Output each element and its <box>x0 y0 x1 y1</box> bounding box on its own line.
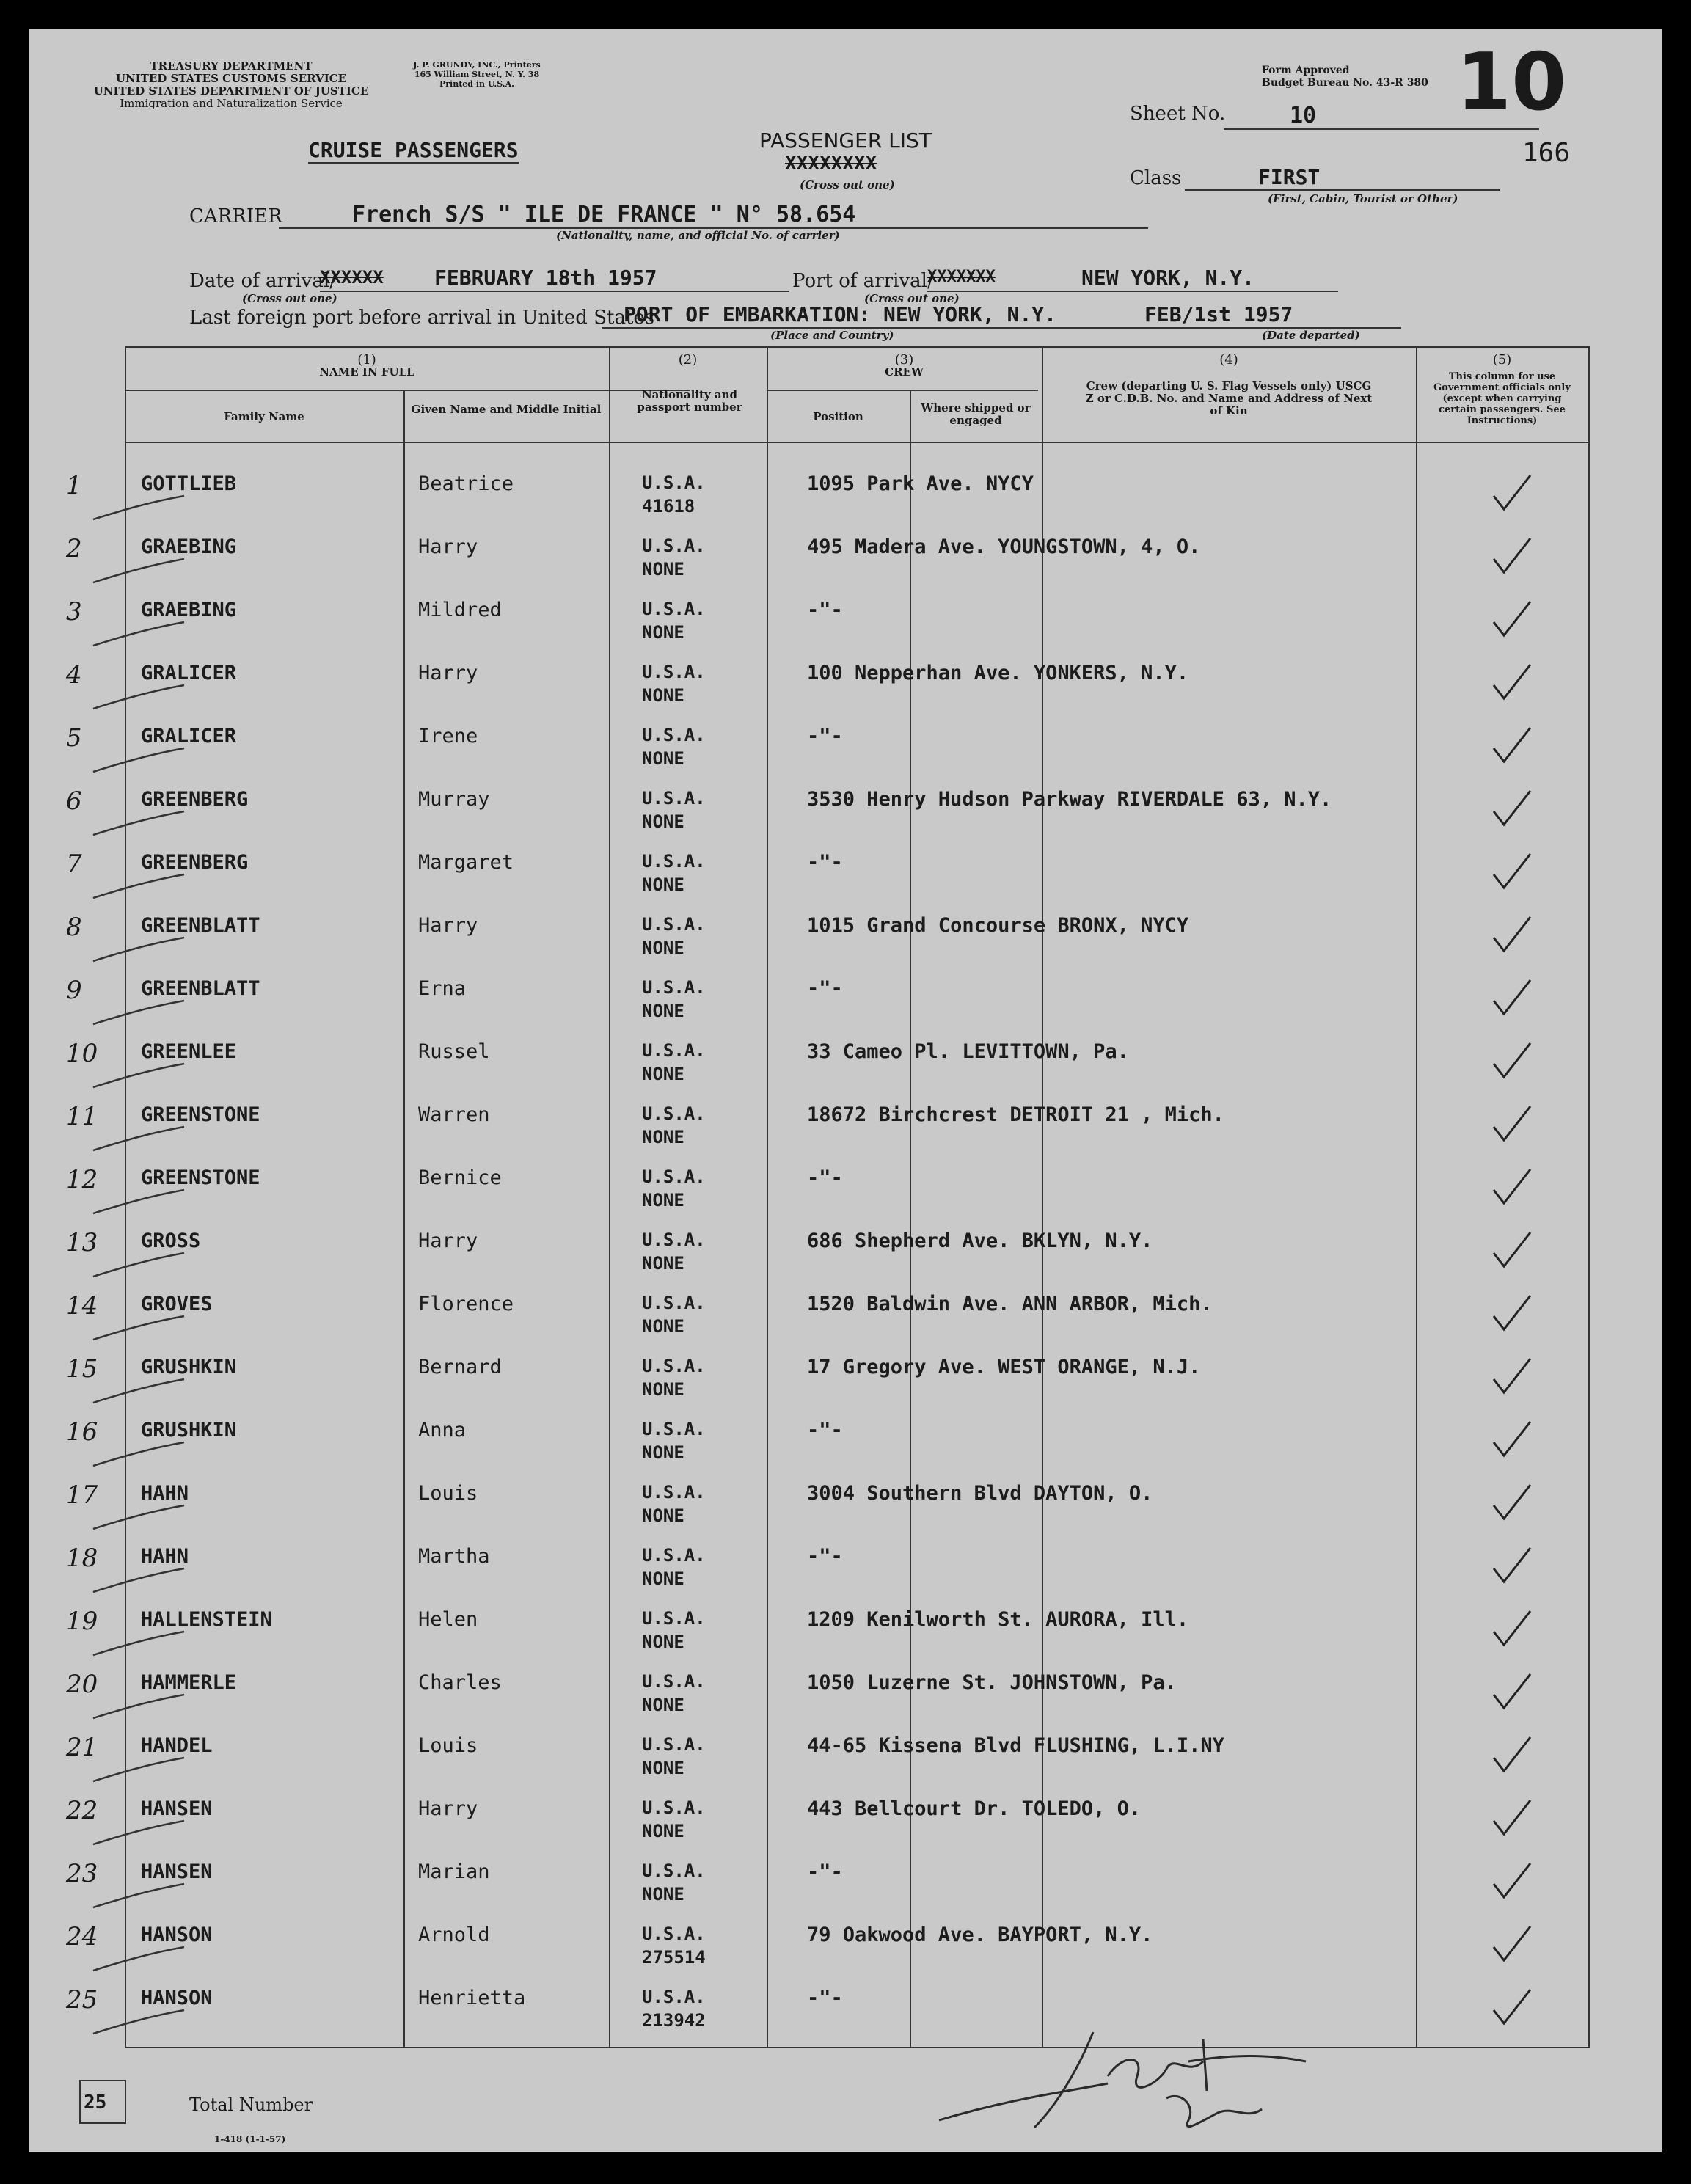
nationality: U.S.A. <box>642 1987 706 2007</box>
row-number: 15 <box>66 1354 98 1384</box>
nationality: U.S.A. <box>642 1608 706 1629</box>
pen-tick-icon <box>92 1502 187 1532</box>
given-name: Harry <box>418 536 478 558</box>
row-number: 7 <box>66 850 82 879</box>
family-name: HANDEL <box>141 1734 213 1757</box>
family-name: HANSON <box>141 1987 213 2009</box>
check-mark-icon <box>1489 534 1533 578</box>
row-number: 9 <box>66 976 82 1005</box>
address: -"- <box>807 1860 843 1883</box>
row-number: 14 <box>66 1291 98 1321</box>
given-name: Harry <box>418 1230 478 1252</box>
pen-tick-icon <box>92 1629 187 1658</box>
col-number: (3) <box>894 352 914 368</box>
date-crossed: XXXXXX <box>320 267 384 288</box>
check-mark-icon <box>1489 1291 1533 1335</box>
family-name: GREENBLATT <box>141 914 260 937</box>
departed-note: (Date departed) <box>1262 329 1360 342</box>
table-bottom-border <box>125 2047 1588 2048</box>
row-number: 5 <box>66 723 82 753</box>
family-name: GOTTLIEB <box>141 472 237 495</box>
passport-number: 213942 <box>642 2010 706 2031</box>
agency-block <box>70 60 392 110</box>
date-line <box>320 266 789 292</box>
table-row <box>29 1410 1662 1475</box>
address: 1209 Kenilworth St. AURORA, Ill. <box>807 1608 1189 1631</box>
table-row <box>29 653 1662 717</box>
passport-number: NONE <box>642 622 684 643</box>
pen-tick-icon <box>92 1755 187 1784</box>
address: 1050 Luzerne St. JOHNSTOWN, Pa. <box>807 1671 1177 1694</box>
family-name: GREENBERG <box>141 788 249 811</box>
check-mark-icon <box>1489 913 1533 957</box>
passport-number: NONE <box>642 748 684 769</box>
family-name: GRUSHKIN <box>141 1356 237 1378</box>
check-mark-icon <box>1489 1544 1533 1588</box>
given-name: Louis <box>418 1482 478 1505</box>
family-name: HAHN <box>141 1545 189 1568</box>
pen-tick-icon <box>92 1818 187 1847</box>
given-name: Beatrice <box>418 472 514 495</box>
family-name: HANSEN <box>141 1860 213 1883</box>
address: 1015 Grand Concourse BRONX, NYCY <box>807 914 1189 937</box>
family-name: GRAEBING <box>141 599 237 621</box>
given-name: Erna <box>418 977 467 1000</box>
passport-number: NONE <box>642 1695 684 1715</box>
check-mark-icon <box>1489 1607 1533 1651</box>
pen-tick-icon <box>92 1439 187 1469</box>
table-row <box>29 464 1662 528</box>
table-top-border <box>125 346 1588 348</box>
check-mark-icon <box>1489 1417 1533 1461</box>
col-title: NAME IN FULL <box>319 365 414 379</box>
col3-header <box>767 354 1042 379</box>
check-mark-icon <box>1489 1228 1533 1272</box>
passport-number: NONE <box>642 1316 684 1337</box>
passport-number: NONE <box>642 1821 684 1841</box>
table-row <box>29 1095 1662 1159</box>
row-number: 16 <box>66 1417 98 1447</box>
last-port-line <box>602 302 1401 329</box>
nationality: U.S.A. <box>642 1860 706 1881</box>
agency-line: Immigration and Naturalization Service <box>120 97 343 110</box>
address: 17 Gregory Ave. WEST ORANGE, N.J. <box>807 1356 1201 1378</box>
row-number: 8 <box>66 913 82 942</box>
col5-header: This column for use Government officials only (except when carrying certain passengers. See Instructions) <box>1433 371 1571 426</box>
col2-number: (2) <box>678 352 698 368</box>
col-title: CREW <box>885 365 924 379</box>
table-row <box>29 968 1662 1033</box>
row-number: 17 <box>66 1480 98 1510</box>
row-number: 20 <box>66 1670 98 1699</box>
given-name: Martha <box>418 1545 490 1568</box>
family-name: GREENSTONE <box>141 1166 260 1189</box>
passport-number: 41618 <box>642 496 695 516</box>
nationality: U.S.A. <box>642 1545 706 1566</box>
sheet-label: Sheet No. <box>1130 103 1226 125</box>
port-crossed: XXXXXXX <box>927 268 996 286</box>
total-box <box>79 2080 126 2124</box>
table-header-border <box>125 442 1588 443</box>
row-number: 10 <box>66 1039 98 1068</box>
nationality: U.S.A. <box>642 1797 706 1818</box>
date-label: Date of arrival/ <box>189 270 336 292</box>
pen-tick-icon <box>92 1061 187 1090</box>
row-number: 23 <box>66 1859 98 1888</box>
nationality: U.S.A. <box>642 1166 706 1187</box>
passport-number: NONE <box>642 938 684 958</box>
check-mark-icon <box>1489 786 1533 830</box>
table-row <box>29 905 1662 970</box>
stamp-number: 166 <box>1522 138 1571 168</box>
printer-block <box>396 60 558 89</box>
pen-tick-icon <box>92 2007 187 2037</box>
pen-tick-icon <box>92 1881 187 1910</box>
check-mark-icon <box>1489 1796 1533 1840</box>
given-name: Harry <box>418 662 478 684</box>
table-row <box>29 1221 1662 1285</box>
given-name: Henrietta <box>418 1987 526 2009</box>
row-number: 13 <box>66 1228 98 1257</box>
address: 100 Nepperhan Ave. YONKERS, N.Y. <box>807 662 1189 684</box>
pen-tick-icon <box>92 745 187 775</box>
passport-number: NONE <box>642 1442 684 1463</box>
nationality: U.S.A. <box>642 1734 706 1755</box>
given-name: Irene <box>418 725 478 748</box>
given-name: Arnold <box>418 1924 490 1946</box>
row-number: 2 <box>66 534 82 563</box>
passport-number: NONE <box>642 1127 684 1147</box>
pen-tick-icon <box>92 619 187 649</box>
table-row <box>29 1158 1662 1222</box>
given-name-header: Given Name and Middle Initial <box>411 403 602 416</box>
family-name: HANSON <box>141 1924 213 1946</box>
address: -"- <box>807 1166 843 1189</box>
nationality: U.S.A. <box>642 662 706 682</box>
given-name: Margaret <box>418 851 514 874</box>
nationality: U.S.A. <box>642 1356 706 1376</box>
pen-tick-icon <box>92 998 187 1027</box>
list-type: CRUISE PASSENGERS <box>308 138 519 162</box>
passport-number: NONE <box>642 1379 684 1400</box>
address: 33 Cameo Pl. LEVITTOWN, Pa. <box>807 1040 1129 1063</box>
table-row <box>29 1031 1662 1096</box>
nationality: U.S.A. <box>642 851 706 872</box>
table-row <box>29 1789 1662 1853</box>
table-row <box>29 842 1662 907</box>
address: 443 Bellcourt Dr. TOLEDO, O. <box>807 1797 1142 1820</box>
given-name: Murray <box>418 788 490 811</box>
port-line <box>927 266 1338 292</box>
check-mark-icon <box>1489 1039 1533 1083</box>
given-name: Anna <box>418 1419 467 1442</box>
table-row <box>29 1915 1662 1979</box>
given-name: Marian <box>418 1860 490 1883</box>
pen-tick-icon <box>92 1376 187 1406</box>
carrier-label: CARRIER <box>189 205 282 227</box>
family-name: GREENBERG <box>141 851 249 874</box>
passport-number: NONE <box>642 685 684 706</box>
row-number: 24 <box>66 1922 98 1951</box>
nationality: U.S.A. <box>642 977 706 998</box>
pen-tick-icon <box>92 872 187 901</box>
table-row <box>29 1536 1662 1601</box>
family-name: GROVES <box>141 1293 213 1315</box>
pen-tick-icon <box>92 1944 187 1973</box>
family-name: HALLENSTEIN <box>141 1608 272 1631</box>
check-mark-icon <box>1489 723 1533 767</box>
title-crossed: XXXXXXXX <box>785 153 877 175</box>
sheet-big-number: 10 <box>1456 37 1567 128</box>
check-mark-icon <box>1489 1102 1533 1146</box>
family-name: GRAEBING <box>141 536 237 558</box>
nationality: U.S.A. <box>642 599 706 619</box>
position-header: Position <box>813 410 863 423</box>
address: 495 Madera Ave. YOUNGSTOWN, 4, O. <box>807 536 1201 558</box>
given-name: Florence <box>418 1293 514 1315</box>
passport-number: NONE <box>642 1884 684 1904</box>
form-approved-line: Budget Bureau No. 43-R 380 <box>1262 77 1428 89</box>
address: 686 Shepherd Ave. BKLYN, N.Y. <box>807 1230 1153 1252</box>
nationality: U.S.A. <box>642 1482 706 1502</box>
row-number: 21 <box>66 1733 98 1762</box>
check-mark-icon <box>1489 1354 1533 1398</box>
given-name: Russel <box>418 1040 490 1063</box>
table-row <box>29 716 1662 781</box>
printer-line: J. P. GRUNDY, INC., Printers <box>413 60 541 70</box>
nationality: U.S.A. <box>642 1293 706 1313</box>
officer-signature <box>924 2010 1335 2142</box>
nationality: U.S.A. <box>642 472 706 493</box>
address: -"- <box>807 1987 843 2009</box>
row-number: 19 <box>66 1607 98 1636</box>
passport-number: NONE <box>642 874 684 895</box>
table-row <box>29 1284 1662 1348</box>
address: -"- <box>807 1545 843 1568</box>
table-row <box>29 1978 1662 2042</box>
address: 3004 Southern Blvd DAYTON, O. <box>807 1482 1153 1505</box>
check-mark-icon <box>1489 1859 1533 1903</box>
nationality-header: Nationality and passport number <box>637 388 742 414</box>
nationality: U.S.A. <box>642 536 706 556</box>
pen-tick-icon <box>92 556 187 585</box>
address: 1520 Baldwin Ave. ANN ARBOR, Mich. <box>807 1293 1213 1315</box>
col5-number: (5) <box>1492 352 1512 368</box>
date-note: (Cross out one) <box>242 292 337 305</box>
address: -"- <box>807 725 843 748</box>
pen-tick-icon <box>92 682 187 712</box>
family-name: HANSEN <box>141 1797 213 1820</box>
pen-tick-icon <box>92 1124 187 1153</box>
check-mark-icon <box>1489 471 1533 515</box>
family-name: GRALICER <box>141 662 237 684</box>
class-note: (First, Cabin, Tourist or Other) <box>1268 192 1458 205</box>
total-label: Total Number <box>189 2094 313 2115</box>
pen-tick-icon <box>92 1313 187 1343</box>
passport-number: NONE <box>642 1758 684 1778</box>
nationality: U.S.A. <box>642 914 706 935</box>
printer-line: 165 William Street, N. Y. 38 <box>414 70 540 79</box>
family-name: GREENSTONE <box>141 1103 260 1126</box>
family-name: GRALICER <box>141 725 237 748</box>
class-value: FIRST <box>1185 165 1500 191</box>
printer-line: Printed in U.S.A. <box>439 79 514 89</box>
passenger-list-page <box>29 29 1662 2152</box>
family-name-header: Family Name <box>224 410 304 423</box>
nationality: U.S.A. <box>642 1230 706 1250</box>
nationality: U.S.A. <box>642 1671 706 1692</box>
passport-number: NONE <box>642 559 684 580</box>
table-row <box>29 1725 1662 1790</box>
shipped-header: Where shipped or engaged <box>921 401 1031 427</box>
family-name: GREENLEE <box>141 1040 237 1063</box>
family-name: HAMMERLE <box>141 1671 237 1694</box>
passport-number: 275514 <box>642 1947 706 1968</box>
passport-number: NONE <box>642 1632 684 1652</box>
address: 44-65 Kissena Blvd FLUSHING, L.I.NY <box>807 1734 1224 1757</box>
last-port-label: Last foreign port before arrival in United States <box>189 307 655 329</box>
given-name: Charles <box>418 1671 502 1694</box>
pen-tick-icon <box>92 1692 187 1721</box>
family-name: GROSS <box>141 1230 201 1252</box>
col1-header <box>125 354 609 379</box>
pen-tick-icon <box>92 935 187 964</box>
page-title: PASSENGER LIST <box>759 128 932 153</box>
table-row <box>29 1662 1662 1727</box>
check-mark-icon <box>1489 597 1533 641</box>
port-label: Port of arrival/ <box>792 270 934 292</box>
nationality: U.S.A. <box>642 788 706 808</box>
given-name: Helen <box>418 1608 478 1631</box>
passport-number: NONE <box>642 1190 684 1210</box>
given-name: Bernard <box>418 1356 502 1378</box>
check-mark-icon <box>1489 1480 1533 1524</box>
nationality: U.S.A. <box>642 1103 706 1124</box>
given-name: Warren <box>418 1103 490 1126</box>
passport-number: NONE <box>642 1505 684 1526</box>
agency-line: TREASURY DEPARTMENT <box>150 59 313 73</box>
agency-line: UNITED STATES DEPARTMENT OF JUSTICE <box>93 84 369 98</box>
table-row <box>29 1599 1662 1664</box>
given-name: Louis <box>418 1734 478 1757</box>
passport-number: NONE <box>642 1253 684 1274</box>
row-number: 1 <box>66 471 82 500</box>
passport-number: NONE <box>642 811 684 832</box>
given-name: Bernice <box>418 1166 502 1189</box>
class-label: Class <box>1130 167 1182 189</box>
check-mark-icon <box>1489 976 1533 1020</box>
total-value: 25 <box>84 2092 107 2114</box>
carrier-value: French S/S " ILE DE FRANCE " N° 58.654 <box>279 202 1148 229</box>
pen-tick-icon <box>92 493 187 522</box>
row-number: 3 <box>66 597 82 627</box>
address: 79 Oakwood Ave. BAYPORT, N.Y. <box>807 1924 1153 1946</box>
table-row <box>29 1347 1662 1411</box>
address: -"- <box>807 851 843 874</box>
address: 18672 Birchcrest DETROIT 21 , Mich. <box>807 1103 1224 1126</box>
form-approved <box>1262 65 1428 90</box>
row-number: 22 <box>66 1796 98 1825</box>
date-value: FEBRUARY 18th 1957 <box>434 266 657 290</box>
address: -"- <box>807 977 843 1000</box>
col4-number: (4) <box>1219 352 1238 368</box>
agency-line: UNITED STATES CUSTOMS SERVICE <box>115 72 347 85</box>
table-row <box>29 1473 1662 1538</box>
table-row <box>29 779 1662 844</box>
departed-value: FEB/1st 1957 <box>1144 302 1293 326</box>
pen-tick-icon <box>92 1187 187 1216</box>
family-name: GREENBLATT <box>141 977 260 1000</box>
pen-tick-icon <box>92 1566 187 1595</box>
passport-number: NONE <box>642 1001 684 1021</box>
table-row <box>29 527 1662 591</box>
given-name: Mildred <box>418 599 502 621</box>
pen-tick-icon <box>92 1250 187 1279</box>
address: -"- <box>807 599 843 621</box>
title-note: (Cross out one) <box>800 178 895 191</box>
nationality: U.S.A. <box>642 1924 706 1944</box>
table-row <box>29 590 1662 654</box>
check-mark-icon <box>1489 1165 1533 1209</box>
nationality: U.S.A. <box>642 725 706 745</box>
passenger-rows <box>29 464 1662 2041</box>
passport-number: NONE <box>642 1568 684 1589</box>
last-port-value: PORT OF EMBARKATION: NEW YORK, N.Y. <box>624 302 1057 326</box>
form-approved-line: Form Approved <box>1262 65 1350 76</box>
family-name: GRUSHKIN <box>141 1419 237 1442</box>
row-number: 11 <box>66 1102 98 1131</box>
sheet-value: 10 <box>1224 103 1539 130</box>
row-number: 6 <box>66 786 82 816</box>
port-value: NEW YORK, N.Y. <box>1081 266 1255 290</box>
check-mark-icon <box>1489 1985 1533 2029</box>
given-name: Harry <box>418 1797 478 1820</box>
check-mark-icon <box>1489 660 1533 704</box>
form-number: 1-418 (1-1-57) <box>214 2134 286 2144</box>
crew-subheader-line <box>767 390 1038 391</box>
last-port-note: (Place and Country) <box>770 329 894 342</box>
check-mark-icon <box>1489 1733 1533 1777</box>
col4-header: Crew (departing U. S. Flag Vessels only) USCG Z or C.D.B. No. and Name and Address of Next of Kin <box>1085 379 1373 417</box>
port-note: (Cross out one) <box>864 292 960 305</box>
family-name: HAHN <box>141 1482 189 1505</box>
given-name: Harry <box>418 914 478 937</box>
carrier-note: (Nationality, name, and official No. of carrier) <box>556 229 840 242</box>
nationality: U.S.A. <box>642 1040 706 1061</box>
check-mark-icon <box>1489 1922 1533 1966</box>
check-mark-icon <box>1489 850 1533 894</box>
row-number: 12 <box>66 1165 98 1194</box>
nationality: U.S.A. <box>642 1419 706 1439</box>
col-number: (1) <box>357 352 376 368</box>
address: -"- <box>807 1419 843 1442</box>
row-number: 4 <box>66 660 82 690</box>
row-number: 25 <box>66 1985 98 2015</box>
name-subheader-line <box>125 390 690 391</box>
table-row <box>29 1852 1662 1916</box>
address: 3530 Henry Hudson Parkway RIVERDALE 63, N.Y. <box>807 788 1332 811</box>
address: 1095 Park Ave. NYCY <box>807 472 1034 495</box>
row-number: 18 <box>66 1544 98 1573</box>
check-mark-icon <box>1489 1670 1533 1714</box>
pen-tick-icon <box>92 808 187 838</box>
passport-number: NONE <box>642 1064 684 1084</box>
